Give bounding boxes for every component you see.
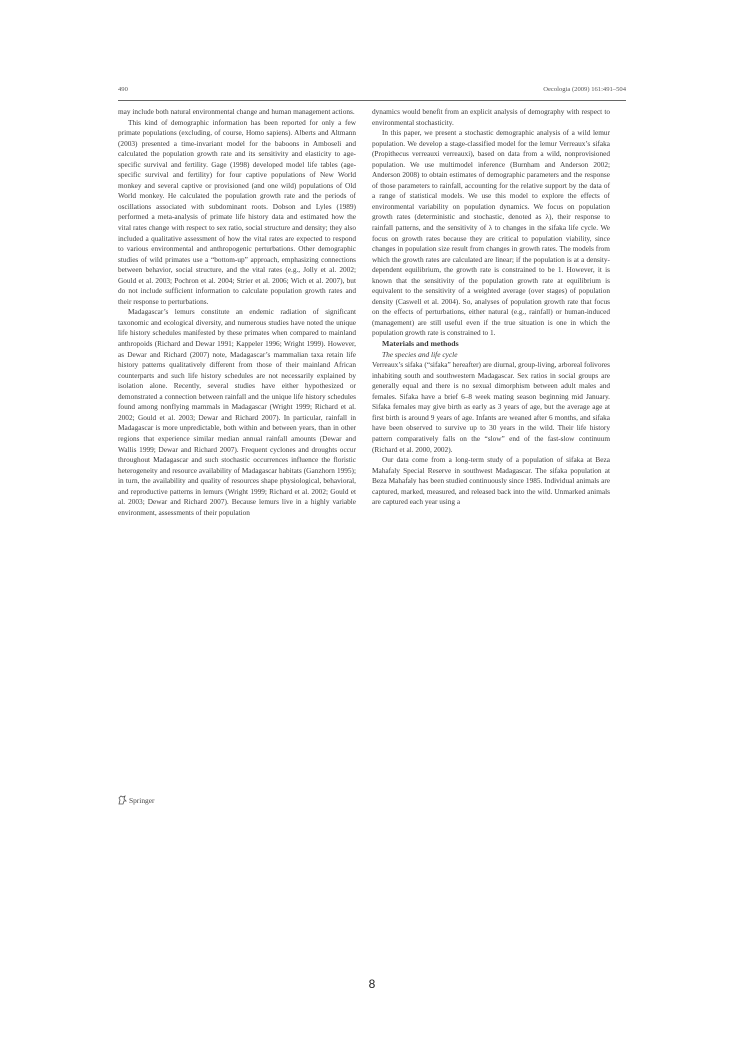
section-heading: Materials and methods bbox=[382, 339, 459, 349]
paragraph: dynamics would benefit from an explicit analysis of demography with respect to environmental stochasticity. bbox=[372, 107, 610, 127]
header-page-number: 490 bbox=[118, 86, 128, 93]
paragraph: Madagascar’s lemurs constitute an endemic radiation of significant taxonomic and ecological diversity, and numerous studies have noted the unique life history schedules manifested by these primates when compared to mainland anthropoids (Richard and Dewar 1991; Kappeler 1996; Wright 1999). However, as Dewar and Richard (2007) note, Madagascar’s mammalian taxa retain life history patterns qualitatively different from those of their mainland African counterparts and such life history schedules are not necessarily explained by isolation alone. Recently, several studies have either hypothesized or demonstrated a connection between rainfall and the unique life history schedules found among nonflying mammals in Madagascar (Wright 1999; Richard et al. 2002; Gould et al. 2003; Dewar and Richard 2007). In particular, rainfall in Madagascar is more unpredictable, both within and between years, than in other regions that experience similar median annual rainfall amounts (Dewar and Wallis 1999; Dewar and Richard 2007). Frequent cyclones and droughts occur throughout Madagascar and such stochastic occurrences influence the floristic heterogeneity and resource availability of Madagascar habitats (Ganzhorn 1995); in turn, the availability and quality of resources shape physiological, behavioral, and reproductive patterns in lemurs (Wright 1999; Richard et al. 2002; Gould et al. 2003; Dewar and Richard 2007). Because lemurs live in a highly variable environment, assessments of their population bbox=[118, 307, 356, 517]
subsection-heading: The species and life cycle bbox=[382, 349, 458, 359]
springer-horse-icon bbox=[118, 795, 127, 805]
header-rule bbox=[118, 100, 626, 101]
page-number: 8 bbox=[368, 977, 376, 991]
publisher-name: Springer bbox=[129, 795, 155, 805]
publisher-footer bbox=[118, 795, 154, 805]
paragraph: This kind of demographic information has been reported for only a few primate populations (excluding, of course, Homo sapiens). Alberts and Altmann (2003) presented a time-invariant model for the baboons in Amboseli and calculated the population growth rate and its sensitivity and elasticity to age-specific survival and fertility. Gage (1998) developed model life tables (age-specific survival and fertility) for four captive populations of New World monkey and several captive or provisioned (and one wild) populations of Old World monkey. He calculated the population growth rate and the periods of oscillations associated with subdominant roots. Dobson and Lyles (1989) performed a meta-analysis of primate life history data and estimated how the vital rates change with respect to sex ratio, social structure and density; they also included a qualitative assessment of how the vital rates are expected to respond to various environmental and anthropogenic perturbations. Other demographic studies of wild primates use a “bottom-up” approach, emphasizing connections between behavior, social structure, and the vital rates (e.g., Jolly et al. 2002; Gould et al. 2003; Pochron et al. 2004; Strier et al. 2006; Wich et al. 2007), but do not include sufficient information to calculate population growth rates and their response to perturbations. bbox=[118, 117, 356, 306]
paragraph: Our data come from a long-term study of a population of sifaka at Beza Mahafaly Special Reserve in southwest Madagascar. The sifaka population at Beza Mahafaly has been studied continuously since 1985. Individual animals are captured, marked, measured, and released back into the wild. Unmarked animals are captured each year using a bbox=[372, 455, 610, 507]
right-column bbox=[372, 107, 610, 508]
header-journal-citation: Oecologia (2009) 161:491–504 bbox=[543, 86, 626, 93]
left-column bbox=[118, 107, 356, 518]
paragraph: Verreaux’s sifaka (“sifaka” hereafter) are diurnal, group-living, arboreal folivores inhabiting south and southwestern Madagascar. Sex ratios in social groups are generally equal and there is no sexual dimorphism between adult males and females. Sifaka have a brief 6–8 week mating season beginning mid January. Sifaka females may give birth as early as 3 years of age, but the average age at first birth is around 9 years of age. Infants are weaned after 6 months, and sifaka have been observed to survive up to 30 years in the wild. Their life history pattern comparatively falls on the “slow” end of the fast-slow continuum (Richard et al. 2000, 2002). bbox=[372, 360, 610, 454]
paragraph: may include both natural environmental change and human management actions. bbox=[118, 107, 355, 116]
running-header bbox=[118, 86, 626, 100]
paragraph: In this paper, we present a stochastic demographic analysis of a wild lemur population. We develop a stage-classified model for the lemur Verreaux’s sifaka (Propithecus verreauxi verreauxi), based on data from a wild, nonprovisioned population. We use multimodel inference (Burnham and Anderson 2002; Anderson 2008) to obtain estimates of demographic parameters and the response of those parameters to rainfall, accounting for the relative support by the data of a range of statistical models. We use this model to explore the effects of environmental variability on population dynamics. We focus on population growth rates (deterministic and stochastic, denoted as λ), their response to rainfall patterns, and the sensitivity of λ to changes in the sifaka life cycle. We focus on growth rates because they are critical to population viability, since changes in population size result from changes in growth rates. The models from which the growth rates are calculated are linear; if the population is at a density-dependent equilibrium, the growth rate is constrained to be 1. However, it is known that the sensitivity of the population growth rate at equilibrium is equivalent to the sensitivity of a weighted average (over stages) of population density (Caswell et al. 2004). So, analyses of population growth rate that focus on the effects of perturbations, either natural (e.g., rainfall) or human-induced (management) are still useful even if the true situation is one in which the population growth rate is constrained to 1. bbox=[372, 128, 610, 338]
